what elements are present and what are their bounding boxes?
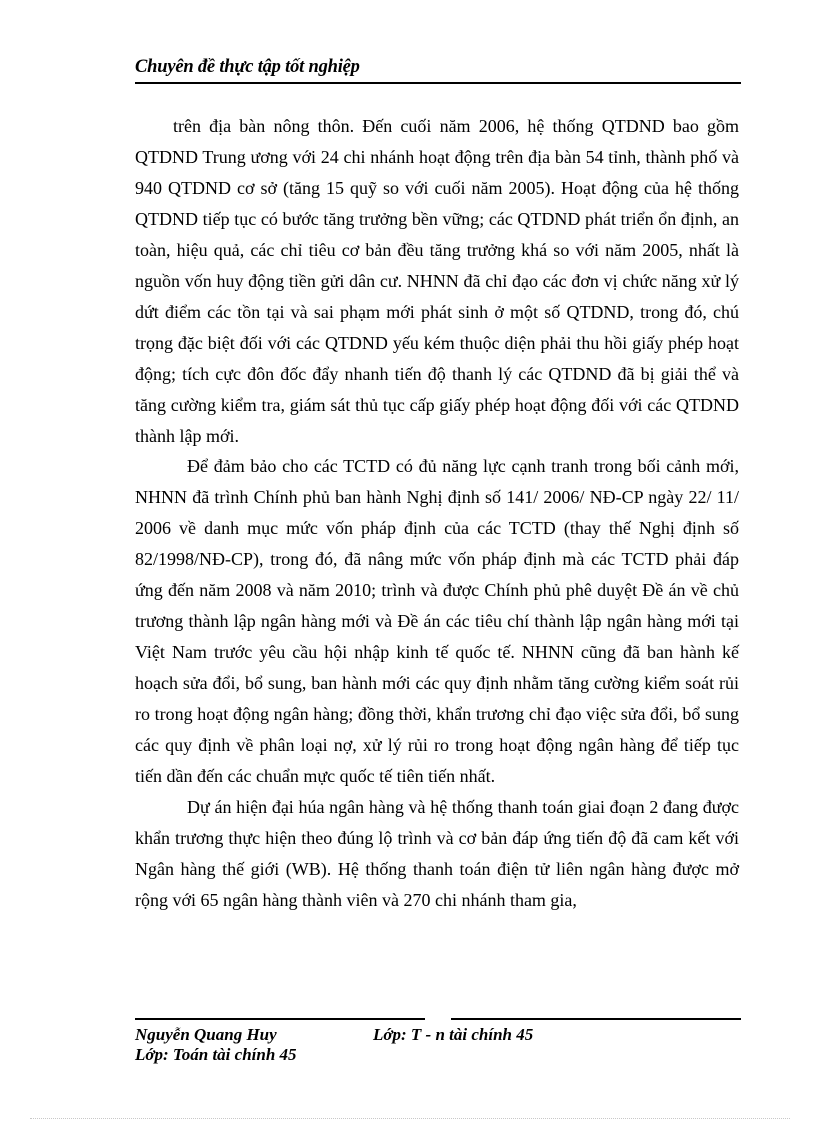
page-bottom-divider [30,1118,790,1119]
footer-author: Nguyễn Quang Huy [135,1025,277,1044]
document-body [135,111,739,916]
page-header [135,56,741,84]
paragraph-2: Để đảm bảo cho các TCTD có đủ năng lực cạnh tranh trong bối cảnh mới, NHNN đã trình Chính phủ ban hành Nghị định số 141/ 2006/ NĐ-CP ngày 22/ 11/ 2006 về danh mục mức vốn pháp định của các TCTD (thay thế Nghị định số 82/1998/NĐ-CP), trong đó, đã nâng mức vốn pháp định mà các TCTD phải đáp ứng đến năm 2008 và năm 2010; trình và được Chính phủ phê duyệt Đề án về chủ trương thành lập ngân hàng mới và Đề án các tiêu chí thành lập ngân hàng mới tại Việt Nam trước yêu cầu hội nhập kinh tế quốc tế. NHNN cũng đã ban hành kế hoạch sửa đổi, bổ sung, ban hành mới các quy định nhằm tăng cường kiểm soát rủi ro trong hoạt động ngân hàng; đồng thời, khẩn trương chỉ đạo việc sửa đổi, bổ sung các quy định về phân loại nợ, xử lý rủi ro trong hoạt động ngân hàng để tiếp tục tiến dần đến các chuẩn mực quốc tế tiên tiến nhất. [135,456,739,787]
page-header-title: Chuyên đề thực tập tốt nghiệp [135,57,360,77]
footer-rule-left [135,1018,425,1020]
footer-class-right: Lớp: T - n tài chính 45 [373,1025,534,1044]
footer-class-left: Lớp: Toán tài chính 45 [135,1045,297,1064]
paragraph-1: trên địa bàn nông thôn. Đến cuối năm 2006, hệ thống QTDND bao gồm QTDND Trung ương với 24 chi nhánh hoạt động trên địa bàn 54 tỉnh, thành phố và 940 QTDND cơ sở (tăng 15 quỹ so với cuối năm 2005). Hoạt động của hệ thống QTDND tiếp tục có bước tăng trưởng bền vững; các QTDND phát triển ổn định, an toàn, hiệu quả, các chỉ tiêu cơ bản đều tăng trưởng khá so với năm 2005, nhất là nguồn vốn huy động tiền gửi dân cư. NHNN đã chỉ đạo các đơn vị chức năng xử lý dứt điểm các tồn tại và sai phạm mới phát sinh ở một số QTDND, trong đó, chú trọng đặc biệt đối với các QTDND yếu kém thuộc diện phải thu hồi giấy phép hoạt động; tích cực đôn đốc đẩy nhanh tiến độ thanh lý các QTDND đã bị giải thể và tăng cường kiểm tra, giám sát thủ tục cấp giấy phép hoạt động đối với các QTDND thành lập mới. [135,116,739,446]
footer-rule-right [451,1018,741,1020]
paragraph-3: Dự án hiện đại húa ngân hàng và hệ thống thanh toán giai đoạn 2 đang được khẩn trương thực hiện theo đúng lộ trình và cơ bản đáp ứng tiến độ đã cam kết với Ngân hàng thế giới (WB). Hệ thống thanh toán điện tử liên ngân hàng được mở rộng với 65 ngân hàng thành viên và 270 chi nhánh tham gia, [135,796,739,910]
